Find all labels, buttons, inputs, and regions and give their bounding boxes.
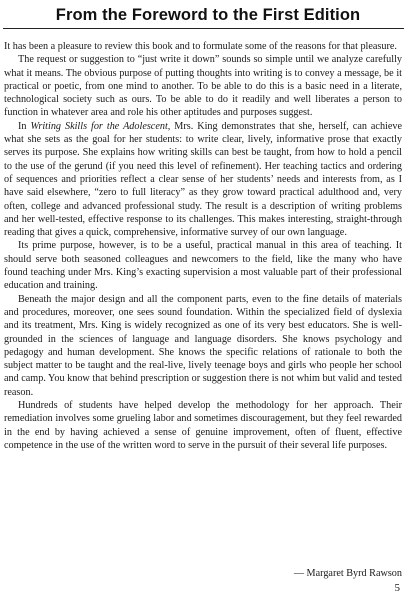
paragraph-2: The request or suggestion to “just write it down” sounds so simple until we analyze carefully what it means. The obvious purpose of putting thoughts into writing is to convey a message, be it practical or poetic, from one mind to another. To be able to do this is a basic need in a literate, technological society such as ours. To be able to do it readily and well liberates a person to function in whatever area and role his other aptitudes and purposes suggest. (4, 54, 402, 119)
title-rule (3, 28, 404, 29)
paragraph-6: Hundreds of students have helped develop the methodology for her approach. Their remediation involves some grueling labor and sometimes discouragement, but they feel rewarded in the end by having achieved a sense of genuine improvement, often of fluent, effective competence in the use of the written word to serve in the pursuit of their several life purposes. (4, 400, 402, 451)
page-number: 5 (394, 582, 400, 594)
signature: — Margaret Byrd Rawson (293, 568, 402, 579)
paragraph-3-lead: In (18, 120, 31, 132)
paragraph-5: Beneath the major design and all the component parts, even to the fine details of materials and procedures, moreover, one sees sound foundation. Within the specialized field of dyslexia and its treatment, Mrs. King is widely recognized as one of its very best educators. She is well-grounded in the sciences of language and language disorders. She knows psychology and pedagogy and human development. She knows the specific relations of rationale to both the subject matter to be taught and the real-live, lively teenage boys and girls who people her school and camp. You know that behind prescription or suggestion there is not whim but valid and tested reason. (4, 293, 402, 398)
paragraph-4: Its prime purpose, however, is to be a useful, practical manual in this area of teaching. It should serve both seasoned colleagues and newcomers to the field, like the many who have found teaching under Mrs. King’s exacting supervision a most valuable part of their professional education and training. (4, 240, 402, 292)
foreword-body (4, 40, 402, 452)
paragraph-1: It has been a pleasure to review this book and to formulate some of the reasons for that pleasure. (4, 41, 397, 52)
book-title: Writing Skills for the Adolescent, (30, 120, 171, 132)
paragraph-3-rest: Mrs. King demonstrates that she, herself, can achieve what she sets as the goal for her students: to write clear, lively, informative prose that exactly serves its purpose. She explains how writing skills can best be taught, from how to hold a pencil to the use of the gerund (if you need this level of refinement). Her teaching tactics and ordering of sequences and priorities reflect a clear sense of her students’ needs and interests from, as I have said elsewhere, “zero to full literacy” as they grow toward practical adulthood and, very often, college and advanced professional study. The result is a description of writing problems and her well-tested, effective response to its challenges. This makes interesting, straight-through reading that gives a quick, comprehensive, informative survey of our own language. (4, 120, 403, 239)
paragraph-3 (4, 120, 402, 240)
page-title: From the Foreword to the First Edition (55, 6, 361, 24)
